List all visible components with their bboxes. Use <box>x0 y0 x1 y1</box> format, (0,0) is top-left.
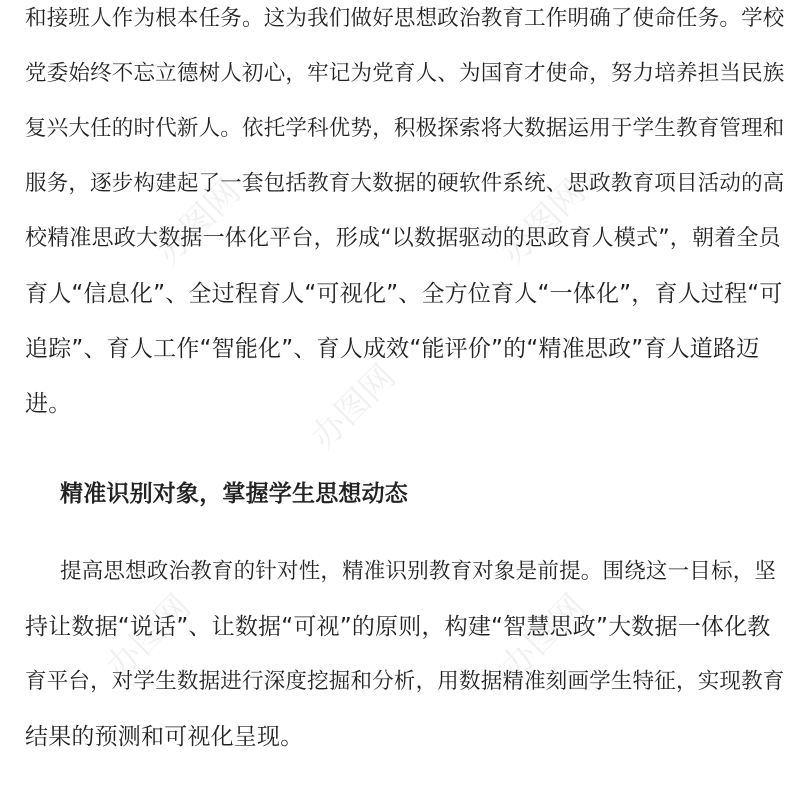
paragraph-line: 校精准思政大数据一体化平台，形成“以数据驱动的思政育人模式”，朝着全员 <box>25 226 781 251</box>
paragraph-line: 提高思想政治教育的针对性，精准识别教育对象是前提。围绕这一目标，坚 <box>60 559 777 584</box>
watermark: 办图网 <box>493 586 594 688</box>
paragraph-line: 育平台，对学生数据进行深度挖掘和分析，用数据精准刻画学生特征，实现教育 <box>25 669 785 694</box>
watermark: 办图网 <box>98 586 199 688</box>
watermark: 办图网 <box>148 171 249 273</box>
paragraph-line: 党委始终不忘立德树人初心，牢记为党育人、为国育才使命，努力培养担当民族 <box>25 61 785 86</box>
paragraph-line: 服务，逐步构建起了一套包括教育大数据的硬软件系统、思政教育项目活动的高 <box>25 171 785 196</box>
paragraph-line: 追踪”、育人工作“智能化”、育人成效“能评价”的“精准思政”育人道路迈 <box>25 336 760 362</box>
paragraph-line: 进。 <box>25 391 72 417</box>
watermark: 办图网 <box>493 171 594 273</box>
watermark: 办图网 <box>303 356 404 458</box>
section-heading: 精准识别对象，掌握学生思想动态 <box>60 481 408 507</box>
paragraph-line: 复兴大任的时代新人。依托学科优势，积极探索将大数据运用于学生教育管理和 <box>25 116 785 141</box>
paragraph-line: 和接班人作为根本任务。这为我们做好思想政治教育工作明确了使命任务。学校 <box>25 6 785 31</box>
paragraph-line: 育人“信息化”、全过程育人“可视化”、全方位育人“一体化”，育人过程“可 <box>25 281 783 307</box>
paragraph-line: 持让数据“说话”、让数据“可视”的原则，构建“智慧思政”大数据一体化教 <box>25 614 771 640</box>
paragraph-line: 结果的预测和可视化呈现。 <box>25 724 304 750</box>
